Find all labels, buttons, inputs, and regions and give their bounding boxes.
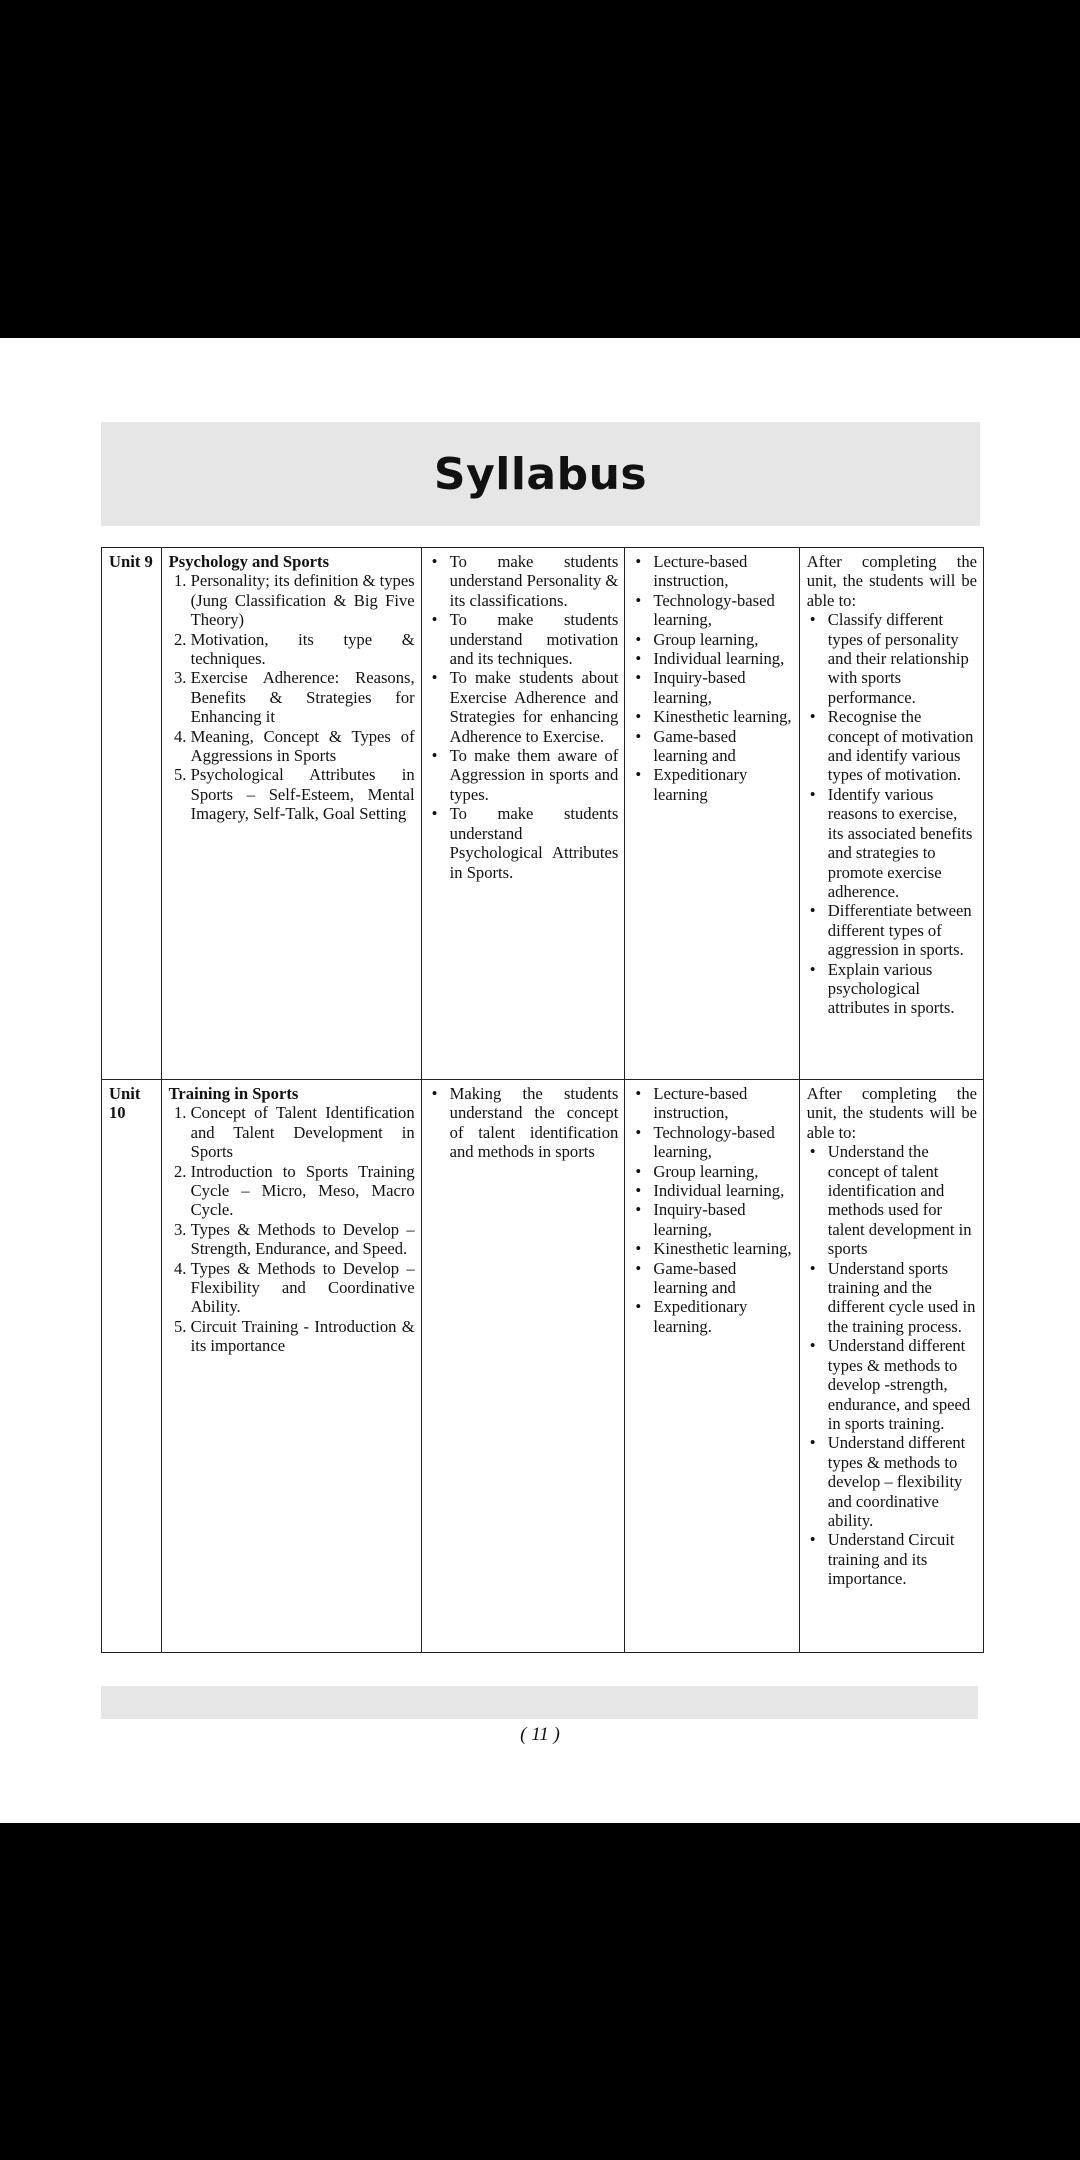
table-row: [102, 548, 984, 1080]
methods-cell: [625, 1080, 799, 1653]
topics-cell: [161, 548, 421, 1080]
objectives-list: [429, 1084, 619, 1162]
list-item: • Game-based learning and: [653, 1259, 792, 1298]
list-item: • Kinesthetic learning,: [653, 707, 792, 726]
list-item: • Identify various reasons to exercise, its associated benefits and strategies to promote exercise adherence.: [828, 785, 977, 901]
list-item: 4. Types & Methods to Develop – Flexibility and Coordinative Ability.: [191, 1259, 415, 1317]
list-item: 1. Personality; its definition & types (Jung Classification & Big Five Theory): [191, 571, 415, 629]
list-item: • Understand Circuit training and its importance.: [828, 1530, 977, 1588]
list-item: 4. Meaning, Concept & Types of Aggressions in Sports: [191, 727, 415, 766]
list-item: • Understand the concept of talent identification and methods used for talent development in sports: [828, 1142, 977, 1258]
objectives-cell: [421, 1080, 625, 1653]
outcomes-list: [807, 1142, 977, 1588]
list-item: • Understand sports training and the different cycle used in the training process.: [828, 1259, 977, 1337]
topics-cell: [161, 1080, 421, 1653]
outcomes-cell: [799, 548, 983, 1080]
list-item: 5. Psychological Attributes in Sports – Self-Esteem, Mental Imagery, Self-Talk, Goal Setting: [191, 765, 415, 823]
methods-list: [632, 552, 792, 804]
list-item: • Inquiry-based learning,: [653, 668, 792, 707]
list-item: • Group learning,: [653, 630, 792, 649]
list-item: • To make them aware of Aggression in sports and types.: [450, 746, 619, 804]
list-item: • To make students about Exercise Adherence and Strategies for enhancing Adherence to Exercise.: [450, 668, 619, 746]
table-row: [102, 1080, 984, 1653]
objectives-list: [429, 552, 619, 882]
footer-banner: [101, 1686, 978, 1719]
unit-title: Training in Sports: [168, 1084, 299, 1103]
unit-label: Unit 9: [109, 552, 153, 571]
outcomes-intro: After completing the unit, the students will be able to:: [806, 552, 977, 610]
list-item: 2. Motivation, its type & techniques.: [191, 630, 415, 669]
list-item: • Kinesthetic learning,: [653, 1239, 792, 1258]
outcomes-cell: [799, 1080, 983, 1653]
unit-label: Unit 10: [109, 1084, 141, 1123]
list-item: • To make students understand Psychological Attributes in Sports.: [450, 804, 619, 882]
list-item: • Expeditionary learning: [653, 765, 792, 804]
list-item: • Technology-based learning,: [653, 1123, 792, 1162]
topics-list: [169, 571, 415, 823]
outcomes-intro: After completing the unit, the students will be able to:: [806, 1084, 977, 1142]
list-item: 5. Circuit Training - Introduction & its importance: [191, 1317, 415, 1356]
list-item: • Differentiate between different types of aggression in sports.: [828, 901, 977, 959]
list-item: • To make students understand Personality & its classifications.: [450, 552, 619, 610]
list-item: • Lecture-based instruction,: [653, 552, 792, 591]
list-item: 3. Types & Methods to Develop – Strength, Endurance, and Speed.: [191, 1220, 415, 1259]
syllabus-table: [101, 547, 984, 1653]
unit-cell: [102, 548, 162, 1080]
list-item: • Making the students understand the concept of talent identification and methods in sports: [450, 1084, 619, 1162]
unit-cell: [102, 1080, 162, 1653]
topics-list: [169, 1103, 415, 1355]
list-item: • Technology-based learning,: [653, 591, 792, 630]
list-item: • Individual learning,: [653, 1181, 792, 1200]
list-item: • Explain various psychological attributes in sports.: [828, 960, 977, 1018]
title-banner: [101, 422, 980, 526]
list-item: 2. Introduction to Sports Training Cycle – Micro, Meso, Macro Cycle.: [191, 1162, 415, 1220]
list-item: • Expeditionary learning.: [653, 1297, 792, 1336]
outcomes-list: [807, 610, 977, 1018]
methods-list: [632, 1084, 792, 1336]
list-item: • Game-based learning and: [653, 727, 792, 766]
page-number: ( 11 ): [520, 1724, 560, 1745]
list-item: 3. Exercise Adherence: Reasons, Benefits & Strategies for Enhancing it: [191, 668, 415, 726]
methods-cell: [625, 548, 799, 1080]
list-item: • Group learning,: [653, 1162, 792, 1181]
list-item: • Classify different types of personality and their relationship with sports performance.: [828, 610, 977, 707]
list-item: • Recognise the concept of motivation and identify various types of motivation.: [828, 707, 977, 785]
list-item: • Inquiry-based learning,: [653, 1200, 792, 1239]
list-item: • Understand different types & methods to develop – flexibility and coordinative ability.: [828, 1433, 977, 1530]
list-item: • Lecture-based instruction,: [653, 1084, 792, 1123]
list-item: • Individual learning,: [653, 649, 792, 668]
list-item: 1. Concept of Talent Identification and Talent Development in Sports: [191, 1103, 415, 1161]
list-item: • To make students understand motivation and its techniques.: [450, 610, 619, 668]
list-item: • Understand different types & methods to develop -strength, endurance, and speed in sports training.: [828, 1336, 977, 1433]
objectives-cell: [421, 548, 625, 1080]
document-page: [0, 338, 1080, 1823]
unit-title: Psychology and Sports: [168, 552, 330, 571]
page-title: Syllabus: [433, 448, 648, 500]
